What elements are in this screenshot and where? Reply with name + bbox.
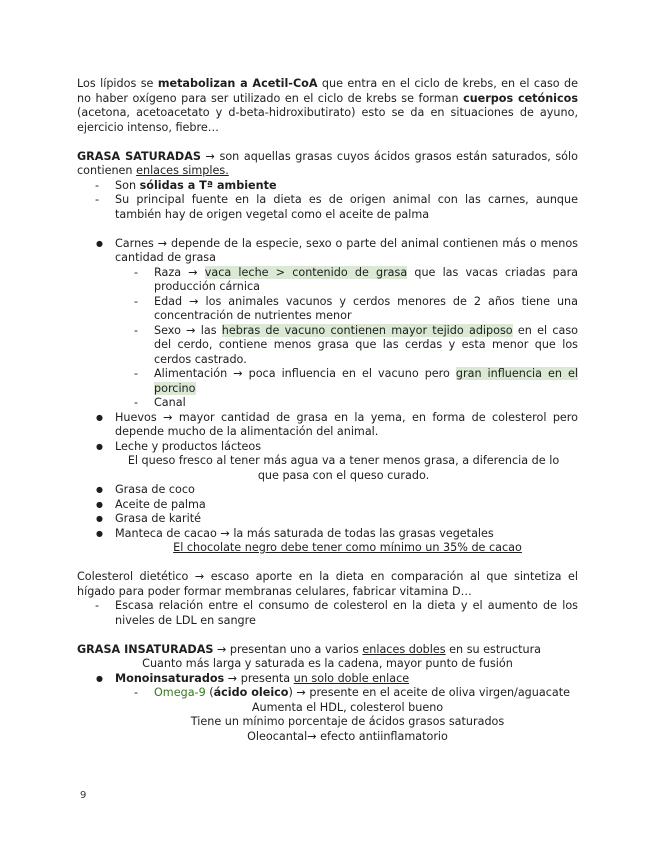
arrow-icon: →: [307, 729, 317, 743]
text: Su principal fuente en la dieta es de origen animal con las carnes, aunque también hay de origen vegetal como el aceite de palma: [115, 193, 578, 221]
text: escaso aporte en la dieta en comparación al que sintetiza el hígado para poder formar membranas celulares, fabricar vitamina D…: [77, 570, 578, 598]
bullet-lacteos: [77, 440, 578, 455]
arrow-icon: →: [220, 526, 230, 540]
text: presentan uno a varios: [226, 642, 363, 656]
sub-item-sexo: [77, 324, 578, 368]
arrow-icon: →: [194, 570, 205, 583]
omega-note-3: [77, 730, 578, 745]
dash-item: [77, 179, 578, 194]
section-title: GRASA INSATURADAS: [77, 642, 214, 656]
bullet-huevos: [77, 411, 578, 440]
text: Colesterol dietético: [77, 570, 195, 583]
bullet-carnes: [77, 237, 578, 266]
bullet-karite: [77, 512, 578, 527]
sub-item-omega9: - Omega-9 (ácido oleico) → presente en el aceite de oliva virgen/aguacate: [77, 686, 578, 701]
text: en el caso del cerdo, contiene menos grasa que las cerdas y esta menor que los cerdos castrado.: [154, 323, 579, 366]
lacteos-note: [77, 454, 578, 483]
omega-note-1: [77, 701, 578, 716]
sub-item-alimentacion: [77, 367, 578, 396]
colesterol-paragraph: [77, 570, 578, 599]
arrow-icon: →: [217, 642, 227, 656]
chocolate-note: [77, 541, 578, 556]
text-highlighted: vaca leche > contenido de grasa: [204, 265, 408, 279]
text: Manteca de cacao: [115, 526, 221, 540]
text: los animales vacunos y cerdos menores de 2 años tiene una concentración de nutrientes menor: [154, 294, 579, 322]
text: Sexo: [154, 323, 187, 337]
text: Son: [115, 178, 140, 192]
text: en su estructura: [445, 642, 542, 656]
document-page: [77, 77, 578, 744]
text-bold: metabolizan a Acetil-CoA: [157, 77, 318, 90]
saturadas-heading: [77, 150, 578, 179]
text: El queso fresco al tener más agua va a tener menos grasa, a diferencia de lo que pasa con el queso curado.: [127, 454, 560, 482]
text-highlighted: hebras de vacuno contienen mayor tejido adiposo: [221, 323, 513, 337]
arrow-icon: →: [157, 236, 168, 250]
dash-item: [77, 599, 578, 628]
bullet-cacao: [77, 527, 578, 542]
text: Canal: [154, 396, 186, 409]
bullet-monoinsaturados: [77, 672, 578, 687]
text: Raza: [154, 265, 189, 279]
arrow-icon: →: [227, 671, 238, 685]
text: Grasa de coco: [115, 483, 195, 496]
text: Aceite de palma: [115, 497, 206, 511]
text: Oleocantal: [247, 729, 308, 743]
bullet-coco: [77, 483, 578, 498]
arrow-icon: →: [296, 686, 306, 699]
arrow-icon: →: [189, 294, 199, 308]
arrow-icon: →: [205, 149, 215, 163]
text: Los lípidos se: [77, 77, 158, 90]
page-number: 9: [80, 790, 87, 801]
intro-paragraph: [77, 77, 578, 135]
text: que entra en el ciclo de krebs, en el caso de no haber oxígeno para ser utilizado en el ciclo de krebs se forman: [77, 77, 579, 105]
text: efecto antiinflamatorio: [316, 729, 448, 743]
text: Grasa de karité: [115, 512, 202, 525]
text-underlined: El chocolate negro debe tener como mínimo un 35% de cacao: [173, 541, 522, 554]
text-underlined: enlaces simples.: [136, 164, 229, 177]
text: Aumenta el HDL, colesterol bueno: [251, 700, 444, 714]
text: presente en el aceite de oliva virgen/aguacate: [305, 686, 571, 699]
text-underlined: un solo doble enlace: [293, 671, 410, 685]
sub-item-raza: [77, 266, 578, 295]
text-underlined: enlaces dobles: [362, 642, 446, 656]
omega-note-2: [77, 715, 578, 730]
text: depende de la especie, sexo o parte del animal contienen más o menos cantidad de grasa: [115, 236, 578, 264]
sub-item-canal: [77, 396, 578, 411]
text: presenta: [237, 671, 294, 685]
text: Cuanto más larga y saturada es la cadena, mayor punto de fusión: [142, 657, 513, 670]
text: que las vacas criadas para producción cárnica: [154, 265, 579, 293]
dash-item: [77, 193, 578, 222]
text: Alimentación: [154, 367, 234, 380]
arrow-icon: →: [233, 367, 243, 380]
text: Leche y productos lácteos: [115, 439, 262, 453]
text: mayor cantidad de grasa en la yema, en forma de colesterol pero depende mucho de la alimentación del animal.: [115, 410, 578, 438]
text: Tiene un mínimo porcentaje de ácidos grasos saturados: [190, 715, 505, 728]
arrow-icon: →: [163, 410, 173, 424]
text-highlighted: gran influencia en el porcino: [154, 367, 578, 395]
sub-item-edad: [77, 295, 578, 324]
text: poca influencia en el vacuno pero: [242, 367, 456, 380]
text: Carnes: [115, 236, 158, 250]
bullet-palma: [77, 498, 578, 513]
text: (acetona, acetoacetato y d-beta-hidroxibutirato) esto se da en situaciones de ayuno, ejercicio intenso, fiebre…: [77, 106, 578, 134]
text-bold: ácido oleico: [213, 686, 289, 699]
text-bold: Monoinsaturados: [115, 671, 225, 685]
text: Edad: [154, 294, 190, 308]
section-title: GRASA SATURADAS: [77, 149, 201, 163]
text-bold: sólidas a Tª ambiente: [139, 178, 277, 192]
text: Huevos: [115, 410, 164, 424]
text-bold: cuerpos cetónicos: [463, 91, 578, 105]
arrow-icon: →: [186, 323, 196, 337]
text: son aquellas grasas cuyos ácidos grasos están saturados, sólo contienen: [77, 149, 578, 177]
text: la más saturada de todas las grasas vegetales: [229, 526, 494, 540]
text: Escasa relación entre el consumo de colesterol en la dieta y el aumento de los niveles de LDL en sangre: [115, 599, 578, 627]
text-green: Omega-9: [154, 686, 206, 699]
insaturadas-heading: [77, 643, 578, 658]
fusion-note: [77, 657, 578, 672]
arrow-icon: →: [188, 265, 198, 279]
text: las: [195, 323, 222, 337]
